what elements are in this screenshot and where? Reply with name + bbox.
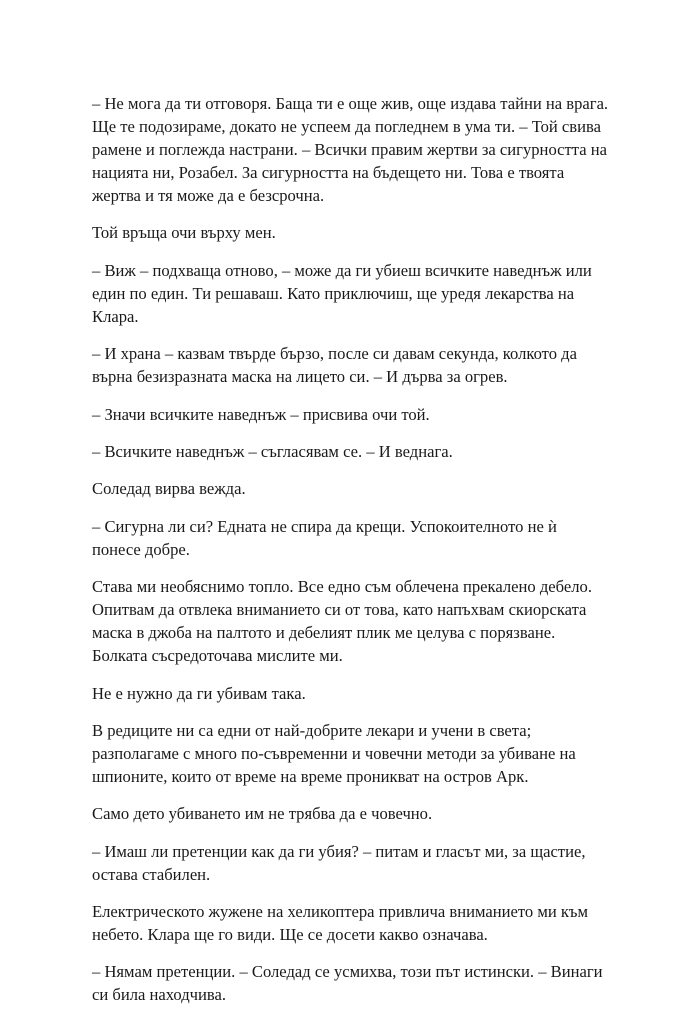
- paragraph: – Виж – подхваща отново, – може да ги убиеш всичките наведнъж или един по един. Ти решаваш. Като приключиш, ще уредя лекарства на Клара.: [92, 260, 592, 326]
- paragraph: – Значи всичките наведнъж – присвива очи той.: [92, 404, 430, 424]
- paragraph: – Не мога да ти отговоря. Баща ти е още жив, още издава тайни на врага. Ще те подозираме, докато не успеем да погледнем в ума ти. – Той свива рамене и поглежда настрани. – Всички правим жертви за сигурността на нацията ни, Розабел. За сигурността на бъдещето ни. Това е твоята жертва и тя може да е безсрочна.: [92, 94, 609, 205]
- document-page: [92, 92, 632, 1021]
- paragraph: – Всичките наведнъж – съгласявам се. – И веднага.: [92, 441, 453, 461]
- paragraph: – Нямам претенции. – Соледад се усмихва, този път истински. – Винаги си била находчива.: [92, 962, 603, 1005]
- paragraph: – Сигурна ли си? Едната не спира да крещи. Успокоителното не ѝ понесе добре.: [92, 516, 557, 559]
- paragraph: – Имаш ли претенции как да ги убия? – питам и гласът ми, за щастие, остава стабилен.: [92, 841, 586, 884]
- paragraph: Соледад вирва вежда.: [92, 479, 246, 499]
- paragraph: В редиците ни са едни от най-добрите лекари и учени в света; разполагаме с много по-съвременни и човечни методи за убиване на шпионите, които от време на време проникват на остров Арк.: [92, 720, 576, 786]
- paragraph: Той връща очи върху мен.: [92, 223, 276, 243]
- paragraph: – И храна – казвам твърде бързо, после си давам секунда, колкото да върна безизразната маска на лицето си. – И дърва за огрев.: [92, 344, 577, 387]
- paragraph: Не е нужно да ги убивам така.: [92, 683, 306, 703]
- paragraph: Само дето убиването им не трябва да е човечно.: [92, 804, 433, 824]
- paragraph: Електрическото жужене на хеликоптера привлича вниманието ми към небето. Клара ще го види. Ще се досети какво означава.: [92, 902, 589, 945]
- paragraph: Става ми необяснимо топло. Все едно съм облечена прекалено дебело. Опитвам да отвлека вниманието си от това, като напъхвам скиорската маска в джоба на палтото и дебелият плик ме целува с порязване. Болката съсредоточава мислите ми.: [92, 577, 592, 666]
